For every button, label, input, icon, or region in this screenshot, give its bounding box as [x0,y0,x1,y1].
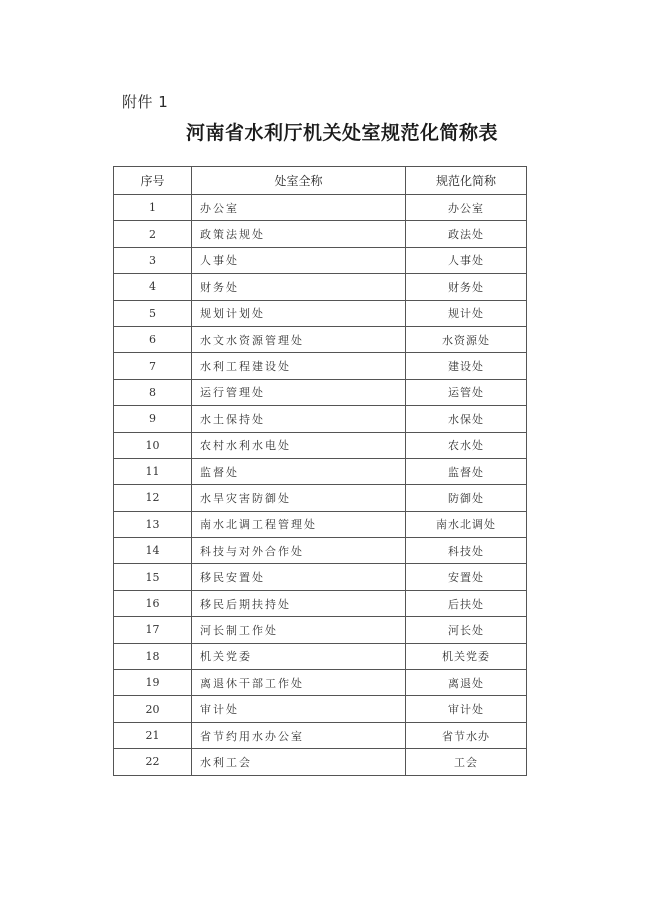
department-short-name: 水保处 [406,406,527,432]
department-full-name: 农村水利水电处 [192,432,406,458]
row-number: 7 [114,353,192,379]
department-short-name: 建设处 [406,353,527,379]
department-short-name: 财务处 [406,274,527,300]
abbreviation-table [113,166,526,776]
row-number: 19 [114,670,192,696]
department-short-name: 人事处 [406,247,527,273]
department-full-name: 办公室 [192,195,406,221]
table-row [114,511,527,537]
department-short-name: 政法处 [406,221,527,247]
row-number: 9 [114,406,192,432]
department-full-name: 河长制工作处 [192,617,406,643]
table-row [114,564,527,590]
department-short-name: 省节水办 [406,722,527,748]
department-full-name: 水利工会 [192,749,406,775]
row-number: 10 [114,432,192,458]
department-short-name: 水资源处 [406,326,527,352]
department-short-name: 工会 [406,749,527,775]
table-row [114,538,527,564]
table-row [114,195,527,221]
table-row [114,353,527,379]
department-full-name: 水利工程建设处 [192,353,406,379]
department-short-name: 机关党委 [406,643,527,669]
row-number: 11 [114,458,192,484]
department-full-name: 规划计划处 [192,300,406,326]
department-full-name: 水土保持处 [192,406,406,432]
row-number: 2 [114,221,192,247]
department-short-name: 后扶处 [406,590,527,616]
department-full-name: 水旱灾害防御处 [192,485,406,511]
header-short-name: 规范化简称 [406,167,527,195]
department-full-name: 财务处 [192,274,406,300]
department-short-name: 河长处 [406,617,527,643]
row-number: 16 [114,590,192,616]
department-short-name: 防御处 [406,485,527,511]
document-title: 河南省水利厅机关处室规范化简称表 [186,122,499,144]
department-short-name: 安置处 [406,564,527,590]
row-number: 14 [114,538,192,564]
department-full-name: 水文水资源管理处 [192,326,406,352]
department-short-name: 办公室 [406,195,527,221]
row-number: 5 [114,300,192,326]
table-row [114,617,527,643]
table-row [114,590,527,616]
row-number: 18 [114,643,192,669]
table-header-row [114,167,527,195]
row-number: 8 [114,379,192,405]
department-full-name: 南水北调工程管理处 [192,511,406,537]
department-short-name: 运管处 [406,379,527,405]
row-number: 22 [114,749,192,775]
row-number: 12 [114,485,192,511]
department-full-name: 机关党委 [192,643,406,669]
department-full-name: 监督处 [192,458,406,484]
table-row [114,379,527,405]
row-number: 3 [114,247,192,273]
table-row [114,696,527,722]
department-short-name: 监督处 [406,458,527,484]
table-body [114,195,527,776]
department-full-name: 省节约用水办公室 [192,722,406,748]
table-row [114,300,527,326]
department-short-name: 离退处 [406,670,527,696]
department-full-name: 科技与对外合作处 [192,538,406,564]
department-full-name: 审计处 [192,696,406,722]
department-full-name: 人事处 [192,247,406,273]
row-number: 17 [114,617,192,643]
row-number: 4 [114,274,192,300]
row-number: 15 [114,564,192,590]
table-row [114,458,527,484]
table-row [114,247,527,273]
annex-label: 附件 1 [122,93,169,111]
row-number: 13 [114,511,192,537]
department-short-name: 审计处 [406,696,527,722]
department-short-name: 农水处 [406,432,527,458]
row-number: 20 [114,696,192,722]
table-row [114,406,527,432]
department-full-name: 运行管理处 [192,379,406,405]
header-full-name: 处室全称 [192,167,406,195]
department-full-name: 政策法规处 [192,221,406,247]
row-number: 21 [114,722,192,748]
department-full-name: 移民安置处 [192,564,406,590]
department-full-name: 离退休干部工作处 [192,670,406,696]
table-row [114,485,527,511]
row-number: 1 [114,195,192,221]
department-short-name: 科技处 [406,538,527,564]
department-short-name: 南水北调处 [406,511,527,537]
row-number: 6 [114,326,192,352]
table-row [114,274,527,300]
table-row [114,749,527,775]
table-row [114,326,527,352]
department-full-name: 移民后期扶持处 [192,590,406,616]
table-row [114,643,527,669]
table-row [114,722,527,748]
header-number: 序号 [114,167,192,195]
table-row [114,221,527,247]
table-row [114,432,527,458]
department-short-name: 规计处 [406,300,527,326]
table-row [114,670,527,696]
